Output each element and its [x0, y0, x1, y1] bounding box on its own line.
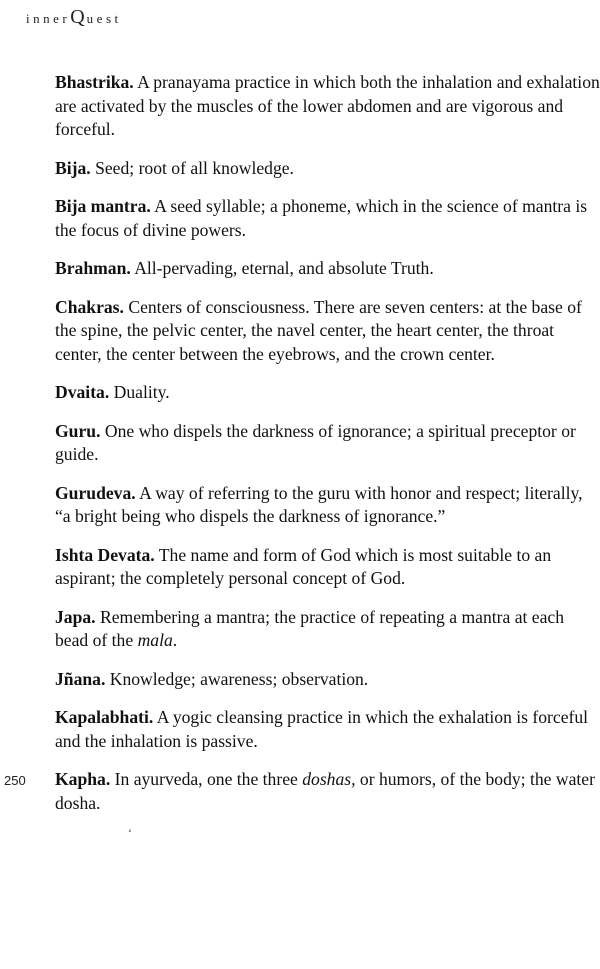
glossary-term: Jñana.: [55, 668, 106, 689]
glossary-definition: Seed; root of all knowledge.: [90, 157, 294, 178]
running-header: [26, 6, 122, 29]
glossary-term: Japa.: [55, 606, 96, 627]
glossary-definition: or humors, of the body; the water dosha.: [55, 769, 595, 813]
glossary-entry-chakras: [55, 296, 600, 367]
glossary-definition: The name and form of God which is most suitable to an aspirant; the completely personal concept of God.: [55, 544, 552, 588]
glossary-entry-ishta-devata: [55, 544, 600, 591]
glossary-definition: Knowledge; awareness; observation.: [105, 668, 369, 689]
glossary-term: Bija.: [55, 157, 91, 178]
glossary-definition: In ayurveda, one the three: [110, 769, 303, 789]
glossary-entry-bhastrika: [55, 71, 600, 142]
glossary-term: Ishta Devata.: [55, 544, 155, 565]
running-header-cap: Q: [70, 6, 87, 28]
running-header-pre: inner: [26, 11, 71, 26]
glossary-entry-guru: [55, 420, 600, 467]
glossary-definition: Centers of consciousness. There are seven centers: at the base of the spine, the pelvic center, the navel center, the heart center, the throat center, the center between the eyebrows, and the crown center.: [55, 296, 582, 364]
glossary-definition-italic: mala: [137, 630, 173, 650]
glossary-definition: A yogic cleansing practice in which the exhalation is forceful and the inhalation is passive.: [55, 707, 589, 751]
glossary-definition-italic: doshas,: [302, 769, 356, 789]
glossary-term: Chakras.: [55, 296, 124, 317]
glossary-entry-dvaita: [55, 381, 600, 405]
glossary-entry-japa: [55, 606, 600, 653]
glossary-definition: A way of referring to the guru with honor and respect; literally, “a bright being who dispels the darkness of ignorance.”: [55, 482, 583, 526]
glossary-term: Kapha.: [55, 769, 111, 789]
glossary-definition: A pranayama practice in which both the inhalation and exhalation are activated by the muscles of the lower abdomen and are vigorous and forceful.: [55, 72, 600, 139]
glossary-definition: Duality.: [109, 382, 170, 402]
glossary-entry-jnana: [55, 668, 600, 692]
glossary-entry-kapalabhati: [55, 706, 600, 753]
glossary-definition: All-pervading, eternal, and absolute Truth.: [130, 258, 434, 278]
glossary-entry-kapha: [55, 768, 600, 815]
stray-mark: ‘: [128, 826, 132, 840]
glossary-term: Kapalabhati.: [55, 707, 154, 727]
glossary-term: Bhastrika.: [55, 72, 134, 92]
glossary-definition: A seed syllable; a phoneme, which in the science of mantra is the focus of divine powers.: [55, 196, 588, 240]
glossary-term: Dvaita.: [55, 382, 110, 402]
glossary-term: Gurudeva.: [55, 482, 136, 503]
glossary-entry-bija: [55, 157, 600, 181]
glossary-entry-gurudeva: [55, 482, 600, 529]
glossary-entries: [55, 71, 600, 830]
page-number: 250: [4, 773, 26, 788]
glossary-definition: .: [172, 630, 178, 650]
glossary-term: Bija mantra.: [55, 196, 151, 216]
glossary-entry-brahman: [55, 257, 600, 281]
glossary-term: Brahman.: [55, 258, 131, 278]
running-header-post: uest: [86, 11, 122, 26]
glossary-entry-bija-mantra: [55, 195, 600, 242]
glossary-term: Guru.: [55, 420, 101, 441]
glossary-definition: One who dispels the darkness of ignorance; a spiritual preceptor or guide.: [55, 420, 576, 464]
glossary-definition: Remembering a mantra; the practice of repeating a mantra at each bead of the: [55, 606, 565, 650]
